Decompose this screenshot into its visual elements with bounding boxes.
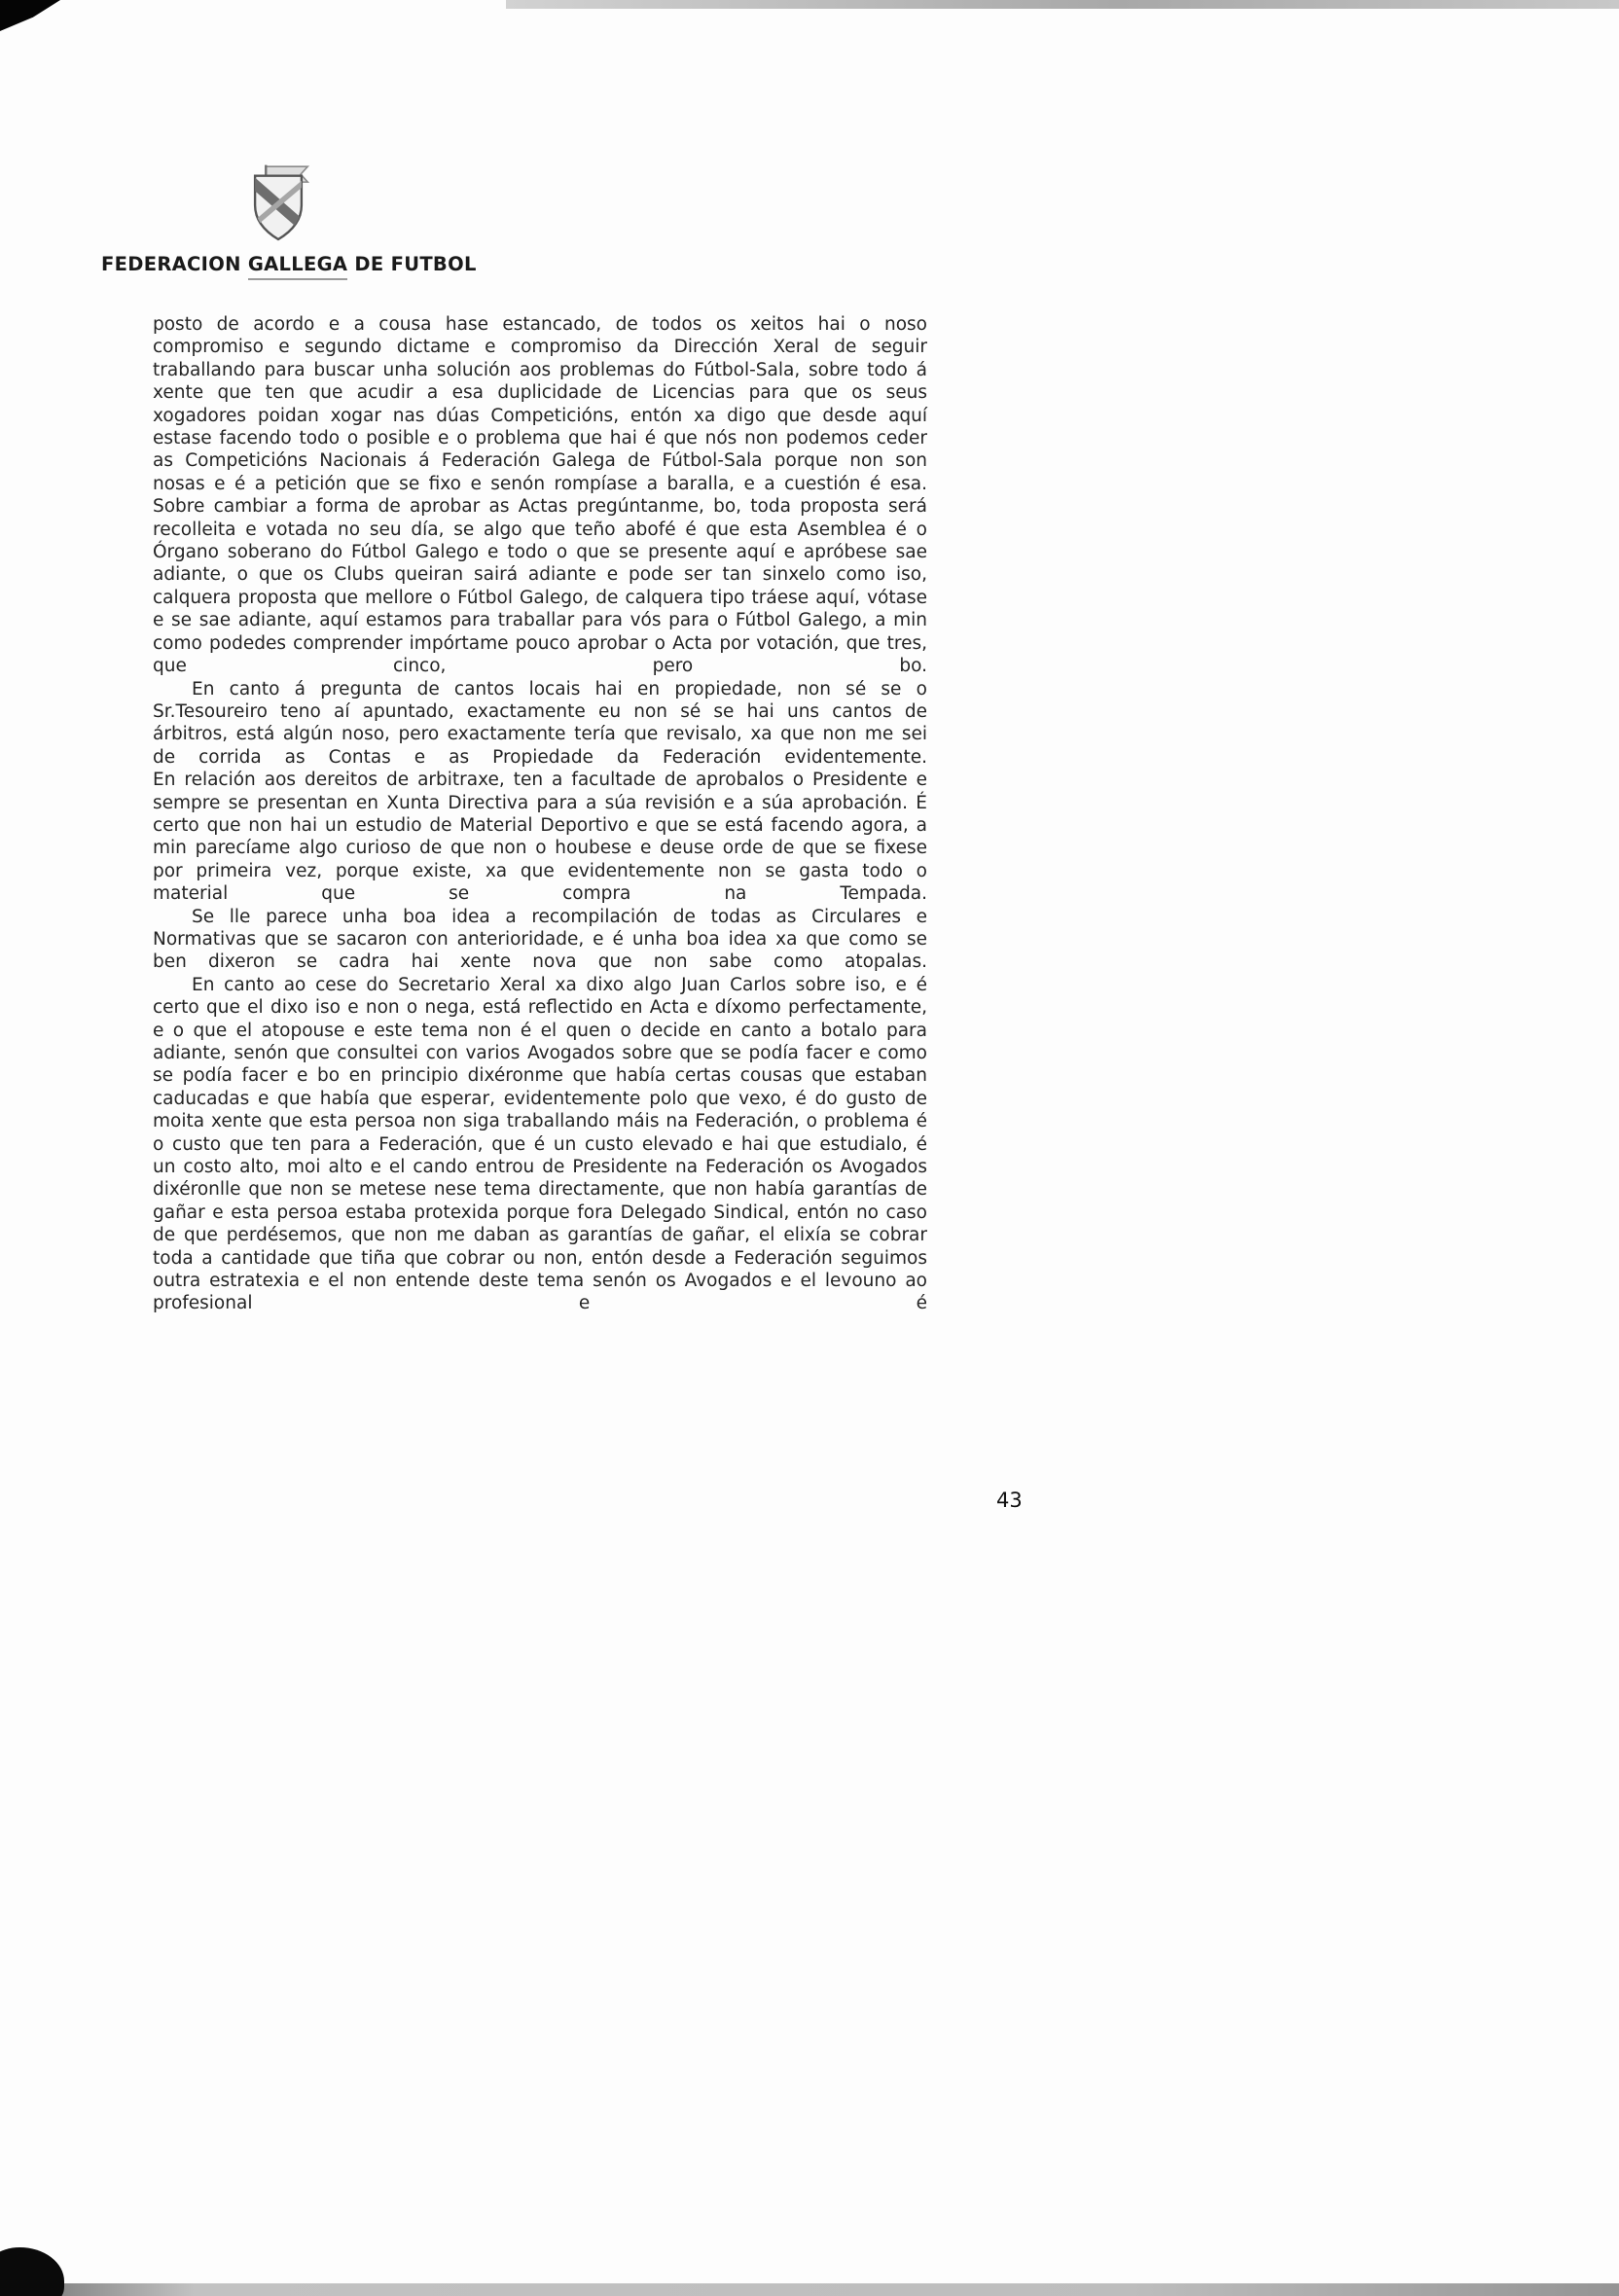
paragraph-4: Se lle parece unha boa idea a recompilación de todas as Circulares e Normativas que se sacaron con anterioridade, e é unha boa idea xa que como se ben dixeron se cadra hai xente nova que non sabe como atopalas.: [153, 906, 927, 973]
org-name-word-3: DE FUTBOL: [354, 253, 477, 275]
org-name-word-1: FEDERACION: [101, 253, 241, 275]
scan-artifact-top-left-corner: [0, 0, 60, 31]
paragraph-5: En canto ao cese do Secretario Xeral xa dixo algo Juan Carlos sobre iso, e é certo que el dixo iso e non o nega, está reflectido en Acta e díxomo perfectamente, e o que el atopouse e este tema non é el quen o decide en canto a botalo para adiante, senón que consultei con varios Avogados sobre que se podía facer e como se podía facer e bo en principio dixéronme que había certas cousas que estaban caducadas e que había que esperar, evidentemente polo que vexo, é do gusto de moita xente que esta persoa non siga traballando máis na Federación, o problema é o custo que ten para a Federación, que é un custo elevado e hai que estudialo, é un costo alto, moi alto e el cando entrou de Presidente na Federación os Avogados dixéronlle que non se metese nese tema directamente, que non había garantías de gañar e esta persoa estaba protexida porque fora Delegado Sindical, entón no caso de que perdésemos, que non me daban as garantías de gañar, el elixía se cobrar toda a cantidade que tiña que cobrar ou non, entón desde a Federación seguimos outra estratexia e el non entende deste tema senón os Avogados e el levouno ao profesional e é: [153, 974, 927, 1314]
paragraph-2: En canto á pregunta de cantos locais hai en propiedade, non sé se o Sr.Tesoureiro teno aí apuntado, exactamente eu non sé se hai uns cantos de árbitros, está algún noso, pero exactamente tería que revisalo, xa que non me sei de corrida as Contas e as Propiedade da Federación evidentemente.: [153, 678, 927, 768]
paragraph-3: En relación aos dereitos de arbitraxe, ten a facultade de aprobalos o Presidente e sempre se presentan en Xunta Directiva para a súa revisión e a súa aprobación. É certo que non hai un estudio de Material Deportivo e que se está facendo agora, a min parecíame algo curioso de que non o houbese e deuse orde de que se fixese por primeira vez, porque existe, xa que evidentemente non se gasta todo o material que se compra na Tempada.: [153, 770, 927, 905]
scan-artifact-bottom-edge: [0, 2283, 1619, 2296]
org-name-word-2: GALLEGA: [248, 253, 347, 280]
federation-crest-icon: [239, 163, 317, 247]
paragraph-1: posto de acordo e a cousa hase estancado, de todos os xeitos hai o noso compromiso e segundo dictame e compromiso da Dirección Xeral de seguir traballando para buscar unha solución aos problemas do Fútbol-Sala, sobre todo á xente que ten que acudir a esa duplicidade de Licencias para que os seus xogadores poidan xogar nas dúas Competicións, entón xa digo que desde aquí estase facendo todo o posible e o problema que hai é que nós non podemos ceder as Competicións Nacionais á Federación Galega de Fútbol-Sala porque non son nosas e é a petición que se fixo e senón rompíase a baralla, e a cuestión é esa. Sobre cambiar a forma de aprobar as Actas pregúntanme, bo, toda proposta será recolleita e votada no seu día, se algo que teño abofé é que esta Asemblea é o Órgano soberano do Fútbol Galego e todo o que se presente aquí e apróbese sae adiante, o que os Clubs queiran sairá adiante e pode ser tan sinxelo como iso, calquera proposta que mellore o Fútbol Galego, de calquera tipo tráese aquí, vótase e se sae adiante, aquí estamos para traballar para vós para o Fútbol Galego, a min como podedes comprender impórtame pouco aprobar o Acta por votación, que tres, que cinco, pero bo.: [153, 314, 927, 677]
scan-artifact-top-edge: [506, 0, 1619, 9]
scan-artifact-bottom-left-corner: [0, 2247, 64, 2296]
document-body: [153, 313, 927, 1315]
organization-name: [101, 253, 477, 275]
page-number: 43: [996, 1489, 1023, 1512]
